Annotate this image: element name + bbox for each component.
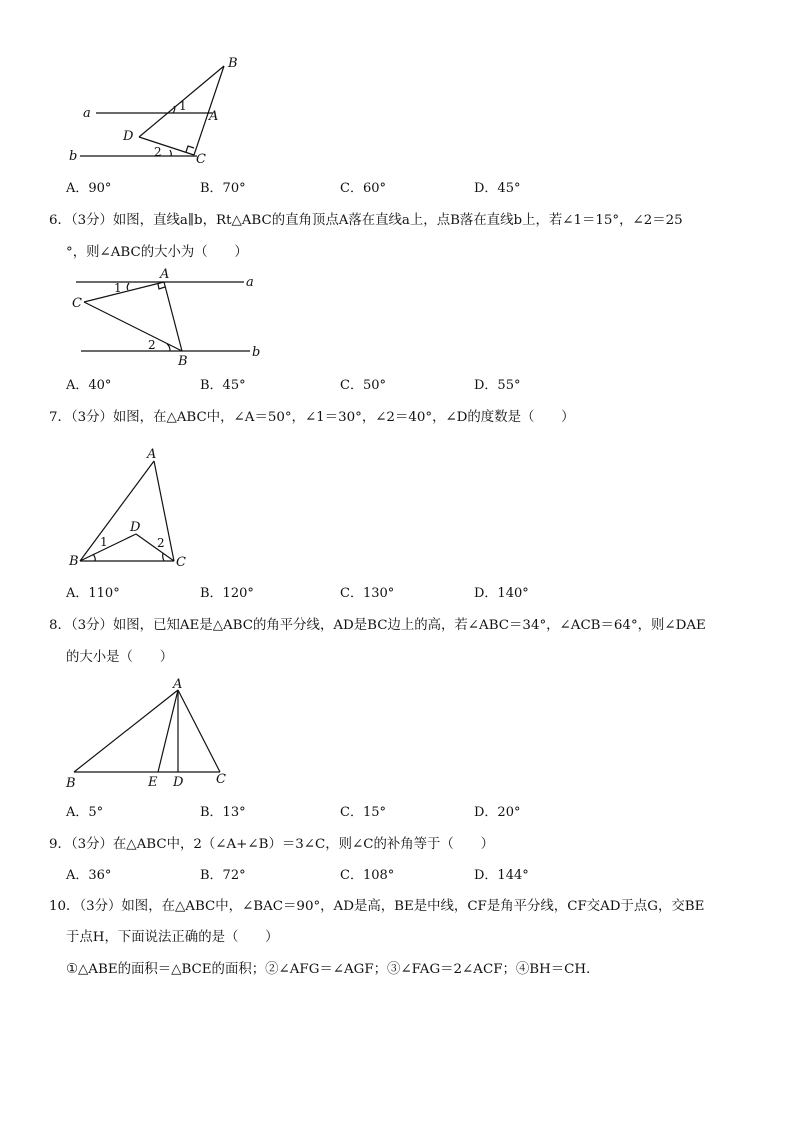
q7-option-b: B．120°	[200, 586, 254, 601]
q6-label-A: A	[160, 267, 170, 282]
q7-label-1: 1	[100, 535, 108, 549]
q5-option-a: A．90°	[66, 181, 112, 196]
q7-option-a: A．110°	[66, 586, 120, 601]
q9-stem-line-1: 9．（3分）在△ABC中，2（∠A+∠B）＝3∠C，则∠C的补角等于（ ）	[49, 837, 494, 852]
q6-stem-line-2: °，则∠ABC的大小为（ ）	[66, 245, 248, 260]
q5-label-D: D	[123, 129, 134, 144]
q7-label-A: A	[147, 447, 157, 462]
q6-label-C: C	[72, 296, 82, 311]
q8-option-d: D．20°	[474, 805, 521, 820]
q6-option-c: C．50°	[340, 378, 386, 393]
q6-option-a: A．40°	[66, 378, 112, 393]
q8-label-C: C	[216, 772, 226, 787]
q5-label-C: C	[196, 152, 206, 167]
q6-label-a: a	[246, 275, 254, 290]
q10-stem-line-2: 于点H，下面说法正确的是（ ）	[66, 930, 279, 945]
q9-option-b: B．72°	[200, 868, 246, 883]
q5-label-a: a	[83, 106, 91, 121]
q7-option-d: D．140°	[474, 586, 529, 601]
q5-label-B: B	[228, 56, 238, 71]
q7-stem-line-1: 7．（3分）如图，在△ABC中，∠A＝50°，∠1＝30°，∠2＝40°，∠D的度数是（ ）	[49, 410, 575, 425]
q7-label-2: 2	[157, 536, 165, 550]
q6-label-b: b	[252, 345, 261, 360]
q8-option-b: B．13°	[200, 805, 246, 820]
q5-option-d: D．45°	[474, 181, 521, 196]
q8-option-c: C．15°	[340, 805, 386, 820]
q8-option-a: A．5°	[66, 805, 104, 820]
q8-label-A: A	[173, 677, 183, 692]
q6-option-d: D．55°	[474, 378, 521, 393]
q10-statements: ①△ABE的面积＝△BCE的面积；②∠AFG＝∠AGF；③∠FAG＝2∠ACF；④BH＝CH．	[66, 962, 600, 977]
q5-label-A: A	[209, 109, 219, 124]
q8-label-E: E	[148, 775, 158, 790]
q8-figure	[0, 0, 300, 800]
q6-label-B: B	[178, 354, 188, 369]
q5-label-1: 1	[179, 99, 187, 113]
q6-stem-line-1: 6．（3分）如图，直线a∥b，Rt△ABC的直角顶点A落在直线a上，点B落在直线b上，若∠1＝15°，∠2＝25	[49, 213, 683, 228]
q8-label-D: D	[173, 775, 184, 790]
q6-option-b: B．45°	[200, 378, 246, 393]
q5-label-2: 2	[154, 145, 162, 159]
q7-label-C: C	[176, 555, 186, 570]
q7-label-D: D	[130, 520, 141, 535]
q6-label-1: 1	[114, 281, 122, 295]
q6-label-2: 2	[148, 338, 156, 352]
q9-option-c: C．108°	[340, 868, 395, 883]
q7-label-B: B	[69, 554, 79, 569]
q8-stem-line-2: 的大小是（ ）	[66, 650, 174, 665]
q5-option-c: C．60°	[340, 181, 386, 196]
q10-stem-line-1: 10．（3分）如图，在△ABC中，∠BAC＝90°，AD是高，BE是中线，CF是角平分线，CF交AD于点G，交BE	[49, 899, 705, 914]
q8-stem-line-1: 8．（3分）如图，已知AE是△ABC的角平分线，AD是BC边上的高，若∠ABC＝34°，∠ACB＝64°，则∠DAE	[49, 618, 706, 633]
q9-option-d: D．144°	[474, 868, 529, 883]
q7-option-c: C．130°	[340, 586, 395, 601]
q8-label-B: B	[66, 776, 76, 791]
q9-option-a: A．36°	[66, 868, 112, 883]
q5-label-b: b	[69, 149, 78, 164]
q5-option-b: B．70°	[200, 181, 246, 196]
